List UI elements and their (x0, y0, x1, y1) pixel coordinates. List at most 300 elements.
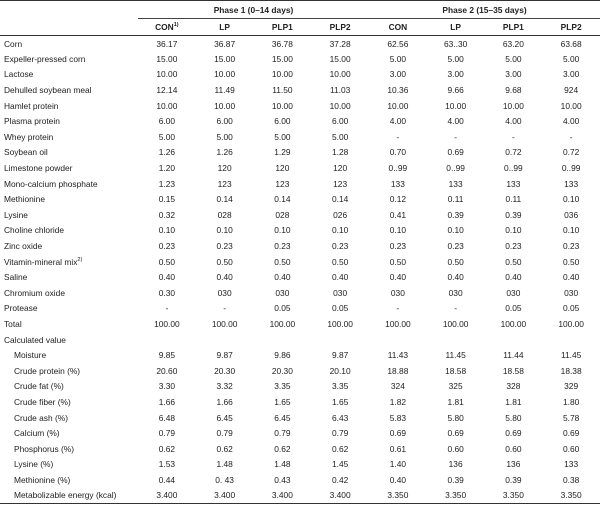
value-cell: 133 (448, 178, 463, 189)
value-cell: 1.48 (274, 459, 291, 470)
value-cell: 5.00 (331, 131, 349, 142)
value-cell: 0.62 (158, 443, 176, 454)
value-cell (485, 332, 543, 348)
value-cell: 0.42 (331, 474, 349, 485)
value-cell: 10.00 (329, 69, 351, 80)
value-cell: 3.350 (560, 490, 582, 501)
value-cell: 9.87 (216, 350, 233, 361)
value-cell: 11.45 (560, 350, 582, 361)
column-header (485, 19, 543, 36)
value-cell: 0.10 (389, 225, 407, 236)
value-cell: 62.56 (387, 38, 409, 49)
value-cell: 0..99 (388, 163, 408, 174)
value-cell: 0.05 (331, 303, 349, 314)
value-cell: 030 (506, 287, 521, 298)
value-cell: 324 (390, 381, 405, 392)
table-row (0, 207, 600, 223)
row-label: Corn (4, 38, 23, 49)
value-cell: 133 (506, 178, 521, 189)
row-label: Plasma protein (4, 116, 60, 127)
value-cell: 3.35 (274, 381, 291, 392)
value-cell: 0.43 (274, 474, 291, 485)
row-label-cell (0, 207, 138, 223)
value-cell: 1.81 (447, 396, 464, 407)
value-cell: 10.00 (271, 69, 293, 80)
value-cell: 0.70 (389, 147, 407, 158)
value-cell: 9.85 (158, 350, 176, 361)
row-label-cell (0, 98, 138, 114)
value-cell: 0.40 (389, 474, 407, 485)
row-label: Vitamin-mineral mix (4, 256, 78, 267)
value-cell: 0.10 (447, 225, 464, 236)
value-cell: 4.00 (505, 116, 522, 127)
value-cell: - (396, 303, 400, 314)
value-cell: 0.23 (447, 241, 464, 252)
row-label-cell (0, 457, 138, 473)
value-cell: 0.40 (562, 272, 580, 283)
value-cell: 10.00 (387, 100, 409, 111)
value-cell: 10.00 (214, 100, 236, 111)
value-cell (542, 332, 600, 348)
value-cell: 18.88 (387, 365, 409, 376)
value-cell: 10.00 (329, 100, 351, 111)
value-cell: 028 (217, 209, 232, 220)
header-empty-cell (0, 19, 138, 36)
value-cell: 18.38 (560, 365, 582, 376)
value-cell: 0.62 (216, 443, 233, 454)
value-cell: 15.00 (214, 53, 236, 64)
value-cell: 3.00 (562, 69, 580, 80)
value-cell: 63..30 (443, 38, 468, 49)
value-cell: 0..99 (561, 163, 581, 174)
row-label-cell (0, 176, 138, 192)
value-cell: 0.69 (447, 147, 464, 158)
value-cell: 5.78 (562, 412, 580, 423)
value-cell: 0.10 (562, 194, 580, 205)
value-cell: 0.10 (562, 225, 580, 236)
row-label-cell (0, 51, 138, 67)
value-cell: 1.65 (274, 396, 291, 407)
row-label: Zinc oxide (4, 241, 43, 252)
value-cell: 63.20 (502, 38, 524, 49)
row-label: Crude ash (%) (14, 412, 68, 423)
value-cell: 0.69 (505, 428, 522, 439)
table-row (0, 98, 600, 114)
value-cell: 100.00 (442, 318, 469, 329)
value-cell: 36.87 (214, 38, 236, 49)
value-cell: 1.45 (331, 459, 349, 470)
table-row (0, 145, 600, 161)
table-row (0, 51, 600, 67)
value-cell: 0.40 (331, 272, 349, 283)
value-cell: 0.12 (389, 194, 407, 205)
value-cell: 0.32 (158, 209, 176, 220)
table-row (0, 332, 600, 348)
value-cell: 1.40 (389, 459, 407, 470)
value-cell: 5.00 (562, 53, 580, 64)
value-cell: 0. 43 (215, 474, 234, 485)
value-cell: 0.60 (447, 443, 464, 454)
value-cell: 15.00 (156, 53, 178, 64)
table-body (0, 36, 600, 504)
row-label-cell (0, 36, 138, 52)
row-label-cell (0, 316, 138, 332)
value-cell: - (396, 131, 400, 142)
value-cell: 100.00 (269, 318, 296, 329)
value-cell: 0.39 (505, 474, 522, 485)
row-label-cell (0, 82, 138, 98)
table-row (0, 379, 600, 395)
value-cell: 10.00 (156, 69, 178, 80)
value-cell: 5.83 (389, 412, 407, 423)
value-cell: 5.00 (274, 131, 291, 142)
value-cell: 36.78 (271, 38, 293, 49)
value-cell: 1.48 (216, 459, 233, 470)
value-cell: 026 (333, 209, 348, 220)
value-cell: 100.00 (154, 318, 180, 329)
value-cell: 0.40 (505, 272, 522, 283)
value-cell: - (511, 131, 515, 142)
value-cell: 0.50 (158, 256, 176, 267)
value-cell: 0.60 (562, 443, 580, 454)
value-cell: 11.43 (387, 350, 409, 361)
value-cell: 18.58 (445, 365, 467, 376)
value-cell: - (569, 131, 573, 142)
value-cell: 0.79 (274, 428, 291, 439)
column-header-label: PLP1 (502, 22, 524, 32)
value-cell: 036 (564, 209, 579, 220)
row-label-cell (0, 301, 138, 317)
value-cell: 123 (275, 178, 290, 189)
value-cell: 0.15 (158, 194, 176, 205)
value-cell: 9.86 (274, 350, 291, 361)
value-cell: 3.35 (331, 381, 349, 392)
value-cell: 100.00 (558, 318, 584, 329)
column-header-label: PLP2 (329, 22, 351, 32)
value-cell: 0.05 (505, 303, 522, 314)
row-label-cell (0, 160, 138, 176)
row-label: Calcium (%) (14, 428, 60, 439)
table-row (0, 441, 600, 457)
value-cell: 0.50 (505, 256, 522, 267)
value-cell: 100.00 (385, 318, 411, 329)
row-label-cell (0, 347, 138, 363)
value-cell: 3.00 (389, 69, 407, 80)
row-label: Hamlet protein (4, 100, 59, 111)
table-row (0, 191, 600, 207)
value-cell: 328 (506, 381, 521, 392)
table-row (0, 176, 600, 192)
value-cell: 030 (217, 287, 232, 298)
value-cell: - (223, 303, 227, 314)
value-cell: 136 (448, 459, 463, 470)
value-cell: 10.00 (156, 100, 178, 111)
value-cell (369, 332, 427, 348)
value-cell: 0.14 (331, 194, 349, 205)
value-cell: 030 (333, 287, 348, 298)
value-cell: 0.50 (389, 256, 407, 267)
value-cell: - (454, 303, 458, 314)
column-header (196, 19, 254, 36)
table-row (0, 269, 600, 285)
value-cell: 5.80 (505, 412, 522, 423)
table-row (0, 285, 600, 301)
value-cell (311, 332, 369, 348)
value-cell: 120 (275, 163, 290, 174)
value-cell: 0.23 (331, 241, 349, 252)
row-label: Total (4, 318, 22, 329)
value-cell: 0.11 (505, 194, 522, 205)
value-cell: 4.00 (447, 116, 464, 127)
header-row-phases (0, 1, 600, 19)
value-cell: 0.10 (216, 225, 233, 236)
value-cell: 0.79 (158, 428, 176, 439)
table-row (0, 160, 600, 176)
row-label-cell (0, 145, 138, 161)
table-row (0, 238, 600, 254)
row-label: Crude protein (%) (14, 365, 81, 376)
value-cell: 6.00 (158, 116, 176, 127)
value-cell: 0.40 (447, 272, 464, 283)
value-cell: 0.10 (158, 225, 176, 236)
column-header (138, 19, 196, 36)
row-label: Calculated value (4, 334, 66, 345)
value-cell: 3.350 (445, 490, 467, 501)
column-header-label: CON (155, 22, 174, 32)
value-cell: 0.40 (158, 272, 176, 283)
value-cell: 1.29 (274, 147, 291, 158)
table-row (0, 425, 600, 441)
row-label: Limestone powder (4, 163, 73, 174)
row-label-cell (0, 254, 138, 270)
value-cell: 9.68 (505, 85, 522, 96)
row-label: Whey protein (4, 131, 54, 142)
row-label: Mono-calcium phosphate (4, 178, 98, 189)
table-row (0, 457, 600, 473)
value-cell: 11.45 (445, 350, 466, 361)
value-cell: 0.61 (389, 443, 407, 454)
table-row (0, 301, 600, 317)
row-label: Metabolizable energy (kcal) (14, 490, 117, 501)
value-cell: 11.44 (503, 350, 524, 361)
value-cell: 133 (564, 459, 579, 470)
table-row (0, 363, 600, 379)
row-label: Dehulled soybean meal (4, 85, 92, 96)
value-cell: 0.79 (331, 428, 349, 439)
value-cell: 1.65 (331, 396, 349, 407)
value-cell: 1.20 (158, 163, 176, 174)
value-cell: 136 (506, 459, 521, 470)
value-cell: 18.58 (502, 365, 524, 376)
value-cell: 9.87 (331, 350, 349, 361)
table-row (0, 488, 600, 504)
value-cell: 1.26 (158, 147, 176, 158)
value-cell: 5.00 (389, 53, 407, 64)
value-cell: 0.38 (562, 474, 580, 485)
value-cell: 15.00 (329, 53, 351, 64)
row-label-cell (0, 285, 138, 301)
value-cell: 0.69 (562, 428, 580, 439)
row-label-cell (0, 113, 138, 129)
column-header (427, 19, 485, 36)
value-cell: 1.82 (389, 396, 407, 407)
value-cell: 3.32 (216, 381, 233, 392)
row-label-cell (0, 332, 138, 348)
row-label-cell (0, 441, 138, 457)
value-cell: 0.23 (158, 241, 176, 252)
value-cell: 0.05 (562, 303, 580, 314)
value-cell: 0.72 (505, 147, 522, 158)
value-cell: 10.00 (502, 100, 524, 111)
value-cell: 11.49 (214, 85, 235, 96)
value-cell: 0.39 (505, 209, 522, 220)
value-cell: 0.39 (447, 474, 464, 485)
value-cell: 1.23 (158, 178, 176, 189)
row-label: Chromium oxide (4, 287, 65, 298)
value-cell: 6.00 (216, 116, 233, 127)
value-cell: 924 (564, 85, 579, 96)
table-row (0, 36, 600, 52)
value-cell: 0.23 (216, 241, 233, 252)
value-cell: 0.41 (389, 209, 407, 220)
row-label: Crude fat (%) (14, 381, 64, 392)
header-row-treatments (0, 19, 600, 36)
row-label-cell (0, 67, 138, 83)
value-cell: 0.50 (331, 256, 349, 267)
value-cell: 5.80 (447, 412, 464, 423)
header-phase2: Phase 2 (15–35 days) (369, 1, 600, 19)
table-header (0, 1, 600, 36)
column-header-label: PLP2 (560, 22, 582, 32)
value-cell: 0.10 (505, 225, 522, 236)
value-cell (254, 332, 312, 348)
value-cell: 9.66 (447, 85, 464, 96)
row-label: Protease (4, 303, 38, 314)
column-header-label: CON (388, 22, 408, 32)
value-cell: 0.39 (447, 209, 464, 220)
row-label: Methionine (4, 194, 45, 205)
column-header (311, 19, 369, 36)
value-cell: 133 (390, 178, 405, 189)
row-label: Lactose (4, 69, 34, 80)
value-cell: 1.26 (216, 147, 233, 158)
row-label: Soybean oil (4, 147, 48, 158)
value-cell (138, 332, 196, 348)
row-label-cell (0, 129, 138, 145)
value-cell: 3.400 (271, 490, 293, 501)
value-cell: 5.00 (447, 53, 464, 64)
value-cell: 3.00 (447, 69, 464, 80)
row-label-cell (0, 238, 138, 254)
value-cell: 6.45 (274, 412, 291, 423)
value-cell: 0.30 (158, 287, 176, 298)
value-cell: 133 (564, 178, 579, 189)
value-cell: 120 (217, 163, 232, 174)
value-cell: 1.66 (158, 396, 176, 407)
value-cell: 3.350 (387, 490, 409, 501)
value-cell: 0..99 (446, 163, 465, 174)
value-cell: 0.50 (274, 256, 291, 267)
row-label: Crude fiber (%) (14, 396, 71, 407)
value-cell: 0.23 (274, 241, 291, 252)
row-label-cell (0, 379, 138, 395)
value-cell: 11.50 (272, 85, 293, 96)
value-cell: 0.05 (274, 303, 291, 314)
value-cell: 1.80 (562, 396, 580, 407)
value-cell: 20.30 (271, 365, 293, 376)
value-cell: 15.00 (271, 53, 293, 64)
value-cell: 329 (564, 381, 579, 392)
table-row (0, 129, 600, 145)
table-row (0, 472, 600, 488)
value-cell: 1.53 (158, 459, 176, 470)
value-cell: 0.72 (562, 147, 580, 158)
value-cell: 1.81 (505, 396, 522, 407)
value-cell: 123 (333, 178, 348, 189)
table-row (0, 82, 600, 98)
value-cell: 0.40 (389, 272, 407, 283)
value-cell: 0.50 (216, 256, 233, 267)
value-cell: 20.60 (156, 365, 178, 376)
value-cell: 37.28 (329, 38, 351, 49)
value-cell: 20.30 (214, 365, 236, 376)
value-cell: 20.10 (329, 365, 351, 376)
value-cell: 0.50 (447, 256, 464, 267)
row-label: Moisture (14, 350, 47, 361)
table-row (0, 394, 600, 410)
value-cell: 0.11 (447, 194, 464, 205)
value-cell: 6.00 (274, 116, 291, 127)
row-label: Choline chloride (4, 225, 65, 236)
value-cell: 11.03 (329, 85, 351, 96)
value-cell: 6.43 (331, 412, 349, 423)
row-label: Phosphorus (%) (14, 443, 75, 454)
value-cell: 3.30 (158, 381, 176, 392)
value-cell: 63.68 (560, 38, 582, 49)
value-cell: 10.00 (445, 100, 467, 111)
column-header (369, 19, 427, 36)
value-cell: 0.50 (562, 256, 580, 267)
value-cell: 36.17 (156, 38, 178, 49)
value-cell (427, 332, 485, 348)
row-label: Lysine (%) (14, 459, 54, 470)
value-cell: 4.00 (562, 116, 580, 127)
row-label-cell (0, 269, 138, 285)
value-cell: 0.62 (331, 443, 349, 454)
header-empty-cell (0, 1, 138, 19)
value-cell: 120 (333, 163, 348, 174)
value-cell: 5.00 (505, 53, 522, 64)
value-cell: 5.00 (216, 131, 233, 142)
value-cell: 4.00 (389, 116, 407, 127)
value-cell: 325 (448, 381, 463, 392)
value-cell: 0.23 (389, 241, 407, 252)
row-label: Saline (4, 272, 28, 283)
value-cell: 0.69 (447, 428, 464, 439)
value-cell: 0.23 (505, 241, 522, 252)
row-label-cell (0, 191, 138, 207)
value-cell: 0.44 (158, 474, 176, 485)
row-label: Methionine (%) (14, 474, 71, 485)
row-label-cell (0, 223, 138, 239)
value-cell: 10.00 (271, 100, 293, 111)
column-header-label: LP (450, 22, 461, 32)
value-cell: 030 (564, 287, 579, 298)
value-cell: 6.48 (158, 412, 176, 423)
footnote-marker: 2) (77, 256, 83, 263)
value-cell: 6.00 (331, 116, 349, 127)
row-label-cell (0, 410, 138, 426)
